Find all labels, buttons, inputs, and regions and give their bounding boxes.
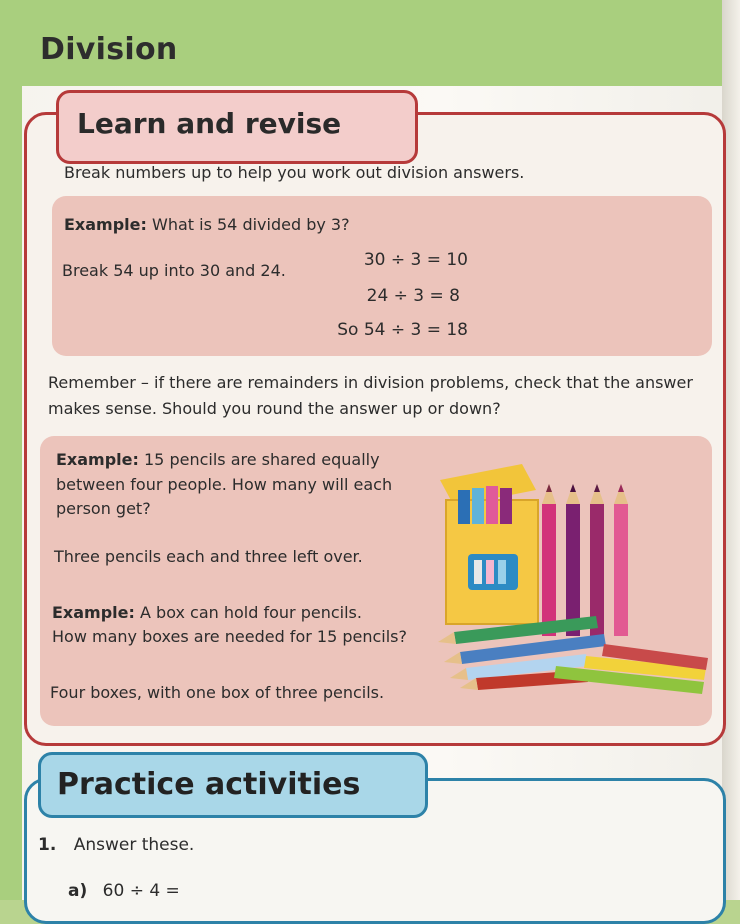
question-1a [68,878,180,904]
lying-pencils [438,616,708,694]
remember-line-1: Remember – if there are remainders in division problems, check that the answer [48,373,693,392]
example2-label: Example: [56,450,139,469]
question-1a-text: 60 ÷ 4 = [102,881,180,901]
intro-text: Break numbers up to help you work out division answers. [64,163,525,182]
question-1a-label: a) [68,881,88,901]
example1-step-3: So 54 ÷ 3 = 18 [337,320,468,340]
practice-activities-title: Practice activities [57,767,361,802]
example3-text-1: A box can hold four pencils. [140,603,362,622]
standing-pencils [542,484,628,636]
example2-line-3: person get? [56,499,151,518]
example2-line-2: between four people. How many will each [56,475,393,494]
example3-answer: Four boxes, with one box of three pencils. [50,683,385,702]
example1-line [64,212,350,238]
example2-answer: Three pencils each and three left over. [54,547,363,566]
example3-line-2: How many boxes are needed for 15 pencils? [52,627,407,646]
example1-step-1: 30 ÷ 3 = 10 [363,250,468,270]
learn-and-revise-title: Learn and revise [77,107,342,140]
example3-line-1 [52,600,362,626]
learn-and-revise-tab [56,90,418,164]
page-title: Division [40,32,178,67]
example1-note: Break 54 up into 30 and 24. [62,261,286,280]
remember-line-2: makes sense. Should you round the answer up or down? [48,399,501,418]
question-1-text: Answer these. [73,835,195,855]
pencil-box [440,464,538,624]
pencil-box-illustration [436,456,712,718]
example1-step-2: 24 ÷ 3 = 8 [366,286,460,306]
question-1 [38,832,194,858]
example3-label: Example: [52,603,135,622]
example1-label: Example: [64,215,147,234]
question-1-number: 1. [38,835,57,855]
example2-text-1: 15 pencils are shared equally [144,450,380,469]
left-margin-band [0,86,22,900]
example1-question: What is 54 divided by 3? [152,215,350,234]
practice-activities-tab [38,752,428,818]
example2-line-1 [56,447,380,473]
